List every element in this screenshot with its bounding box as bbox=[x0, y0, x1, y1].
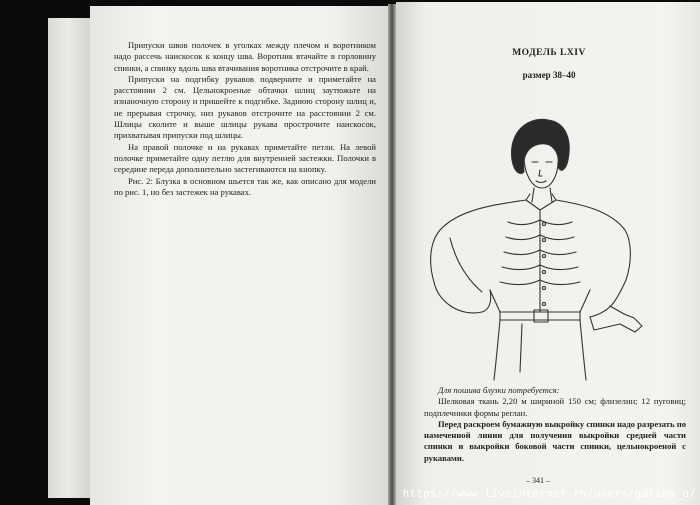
left-paragraph-1: Припуски швов полочек в уголках между плечом и воротником надо рассечь наискосок к концу шва. Воротник втачайте в горловину спинки, а спинку вдоль шва втачивания воротника отстрочите в край. bbox=[114, 40, 376, 73]
book-gutter bbox=[388, 4, 396, 505]
instructions-text: Перед раскроем бумажную выкройку спинки надо разрезать по намеченной линии для получения выкройки средней части спинки и выкройки боковой части спинки, цельнокроеной с рукавами. bbox=[424, 418, 686, 463]
right-page-text bbox=[424, 385, 686, 464]
blouse-illustration bbox=[420, 112, 660, 382]
materials-heading: Для пошива блузки потребуется: bbox=[438, 385, 560, 395]
left-paragraph-2: Припуски на подгибку рукавов подверните и приметайте на расстоянии 2 см. Цельнокроеные обтачки шлиц заутюжьте на изнаночную сторону и пришейте к подгибке. Заднюю сторону шлиц и, не прерывая строчку, низ рукавов отстрочите на расстоянии 2 см. Шлицы сколите и выше шлицы рукава прострочите наискосок, прихватывая припуски под шлицы. bbox=[114, 73, 376, 141]
materials-text: Шелковая ткань 2,20 м шириной 150 см; флизелин; 12 пуговиц; подплечники формы реглан. bbox=[424, 396, 686, 418]
left-page-text bbox=[114, 40, 376, 198]
model-size: размер 38–40 bbox=[522, 70, 576, 80]
left-paragraph-4: Рис. 2: Блузка в основном шьется так же, как описано для модели по рис. 1, но без застежек на рукавах. bbox=[114, 175, 376, 197]
page-number: – 341 – bbox=[526, 476, 550, 485]
left-paragraph-3: На правой полочке и на рукавах приметайте петли. На левой полочке приметайте одну петлю для внутренней застежки. Полочки в середине переда дополнительно застегиваются на кнопку. bbox=[114, 141, 376, 175]
watermark-url: https://www.liveinternet.ru/users/galina_o/ bbox=[402, 487, 696, 500]
model-title: МОДЕЛЬ LXIV bbox=[512, 48, 586, 58]
